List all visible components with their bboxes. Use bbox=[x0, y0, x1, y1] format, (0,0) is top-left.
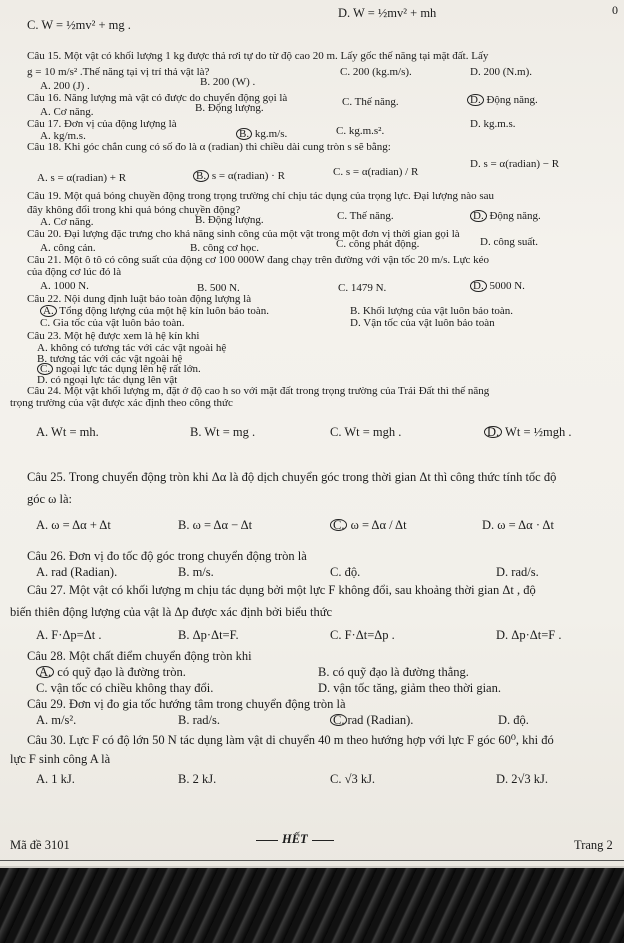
question-text-line: C. W = ½mv² + mg . bbox=[27, 18, 131, 32]
question-text-line: C. công phát động. bbox=[336, 238, 420, 250]
question-text-line: B. ω = Δα − Δt bbox=[178, 518, 253, 532]
question-text-line: đây không đổi trong khi quả bóng chuyền động? bbox=[27, 204, 241, 216]
question-text-line: Câu 25. Trong chuyển động tròn khi Δα là độ dịch chuyển góc trong thời gian Δt thì công thức tính tốc độ bbox=[27, 470, 557, 484]
answer-text: Wt = ½mgh . bbox=[502, 425, 572, 439]
question-text-line: A. Wt = mh. bbox=[36, 425, 99, 439]
circled-answer-letter: D. bbox=[470, 280, 487, 292]
answer-text: s = α(radian) · R bbox=[209, 170, 285, 182]
question-text-line: Câu 17. Đơn vị của động lượng là bbox=[27, 118, 177, 130]
question-text-line: góc ω là: bbox=[27, 492, 73, 506]
question-text-line: B. m/s. bbox=[178, 565, 214, 579]
question-text-line: B. Động lượng. bbox=[195, 214, 264, 226]
question-text-line: A. công cản. bbox=[40, 242, 96, 254]
selected-answer-line bbox=[330, 713, 413, 728]
question-text-line: C. s = α(radian) / R bbox=[333, 166, 419, 178]
question-text-line: Câu 21. Một ô tô có công suất của động cơ 100 000W đang chạy trên đường với vận tốc 20 m/s. Lực kéo bbox=[27, 254, 490, 266]
answer-text: Động năng. bbox=[483, 94, 538, 106]
answer-text: có quỹ đạo là đường tròn. bbox=[54, 665, 186, 679]
question-text-line: A. ω = Δα + Δt bbox=[36, 518, 111, 532]
question-text-line: B. rad/s. bbox=[178, 713, 221, 727]
question-text-line: C. 200 (kg.m/s). bbox=[340, 66, 412, 78]
question-text-line: C. 1479 N. bbox=[338, 282, 387, 294]
circled-answer-letter: A. bbox=[40, 305, 57, 317]
selected-answer-line bbox=[236, 128, 287, 141]
question-text-line: A. 200 (J) . bbox=[40, 80, 90, 92]
circled-answer-letter: B. bbox=[236, 128, 252, 140]
question-text-line: lực F sinh công A là bbox=[10, 752, 111, 766]
question-text-line: Câu 29. Đơn vị đo gia tốc hướng tâm trong chuyển động tròn là bbox=[27, 697, 346, 711]
background-surface bbox=[0, 868, 624, 943]
footer-rule bbox=[0, 860, 624, 861]
question-text-line: A. F·Δp=Δt . bbox=[36, 628, 102, 642]
selected-answer-line bbox=[484, 425, 571, 440]
selected-answer-line bbox=[40, 305, 269, 318]
selected-answer-line bbox=[37, 363, 201, 376]
selected-answer-line bbox=[36, 665, 186, 680]
question-text-line: Câu 20. Đại lượng đặc trưng cho khả năng sinh công của một vật trong một đơn vị thời gian gọi là bbox=[27, 228, 460, 240]
question-text-line: Câu 18. Khi góc chắn cung có số đo là α (radian) thì chiều dài cung tròn s sẽ bằng: bbox=[27, 141, 391, 153]
question-text-line: A. s = α(radian) + R bbox=[37, 172, 127, 184]
question-text-line: biến thiên động lượng của vật là Δp được xác định bởi biểu thức bbox=[10, 605, 333, 619]
question-text-line: A. 1 kJ. bbox=[36, 772, 75, 786]
selected-answer-line bbox=[330, 518, 407, 533]
circled-answer-letter: B. bbox=[193, 170, 209, 182]
question-text-line: A. Cơ năng. bbox=[40, 216, 94, 228]
question-text-line: B. Δp·Δt=F. bbox=[178, 628, 239, 642]
selected-answer-line bbox=[467, 94, 538, 107]
question-text-line: Câu 24. Một vật khối lượng m, đặt ở độ cao h so với mặt đất trong trọng trường của Trái Đất thì thế năng bbox=[27, 385, 490, 397]
question-text-line: D. ω = Δα · Δt bbox=[482, 518, 554, 532]
circled-answer-letter: D. bbox=[470, 210, 487, 222]
question-text-line: C. kg.m.s². bbox=[336, 125, 385, 137]
question-text-line: A. kg/m.s. bbox=[40, 130, 86, 142]
selected-answer-line bbox=[470, 280, 525, 293]
question-text-line: B. Wt = mg . bbox=[190, 425, 256, 439]
question-text-line: D. công suất. bbox=[480, 236, 539, 248]
question-text-line: Câu 15. Một vật có khối lượng 1 kg được thả rơi tự do từ độ cao 20 m. Lấy gốc thế năng tại mặt đất. Lấy bbox=[27, 50, 489, 62]
question-text-line: Câu 30. Lực F có độ lớn 50 N tác dụng làm vật di chuyển 40 m theo hướng hợp với lực F góc 60⁰, khi đó bbox=[27, 733, 554, 747]
question-text-line: D. 2√3 kJ. bbox=[496, 772, 549, 786]
question-text-line: D. Vận tốc của vật luôn bảo toàn bbox=[350, 317, 495, 329]
question-text-line: trọng trường của vật được xác định theo công thức bbox=[10, 397, 233, 409]
question-text-line: B. 2 kJ. bbox=[178, 772, 217, 786]
question-text-line: C. √3 kJ. bbox=[330, 772, 376, 786]
question-text-line: Câu 28. Một chất điểm chuyển động tròn khi bbox=[27, 649, 252, 663]
answer-text: 5000 N. bbox=[486, 280, 525, 292]
question-text-line: Câu 22. Nội dung định luật bảo toàn động lượng là bbox=[27, 293, 252, 305]
question-text-line: A. 1000 N. bbox=[40, 280, 89, 292]
question-text-line: Câu 23. Một hệ được xem là hệ kín khi bbox=[27, 330, 200, 342]
question-text-line: B. có quỹ đạo là đường thẳng. bbox=[318, 665, 469, 679]
question-text-line: D. W = ½mv² + mh bbox=[338, 6, 437, 20]
question-text-line: A. m/s². bbox=[36, 713, 77, 727]
end-text: HẾT bbox=[282, 832, 308, 846]
question-text-line: C. Thế năng. bbox=[337, 210, 394, 222]
question-text-line: B. Khối lượng của vật luôn bảo toàn. bbox=[350, 305, 514, 317]
question-text-line: của động cơ lúc đó là bbox=[27, 266, 122, 278]
circled-answer-letter: D. bbox=[484, 426, 502, 438]
question-text-line: D. kg.m.s. bbox=[470, 118, 516, 130]
end-marker bbox=[256, 832, 334, 847]
circled-answer-letter: C. bbox=[37, 363, 53, 375]
question-text-line: B. 200 (W) . bbox=[200, 76, 256, 88]
answer-text: Động năng. bbox=[486, 210, 541, 222]
exam-code: Mã đề 3101 bbox=[10, 838, 70, 852]
question-text-line: D. rad/s. bbox=[496, 565, 539, 579]
question-text-line: C. vận tốc có chiều không thay đổi. bbox=[36, 681, 214, 695]
question-text-line: B. 500 N. bbox=[197, 282, 240, 294]
question-text-line: A. Cơ năng. bbox=[40, 106, 94, 118]
corner-mark: 0 bbox=[612, 3, 618, 17]
question-text-line: C. F·Δt=Δp . bbox=[330, 628, 395, 642]
question-text-line: Câu 16. Năng lượng mà vật có được do chuyển động gọi là bbox=[27, 92, 288, 104]
circled-answer-letter: A. bbox=[36, 666, 54, 678]
question-text-line: D. độ. bbox=[498, 713, 529, 727]
circled-answer-letter: C. bbox=[330, 519, 347, 531]
question-text-line: C. Thế năng. bbox=[342, 96, 399, 108]
question-text-line: D. có ngoại lực tác dụng lên vật bbox=[37, 374, 178, 386]
question-text-line: g = 10 m/s² .Thế năng tại vị trí thả vật là? bbox=[27, 66, 210, 78]
question-text-line: C. Wt = mgh . bbox=[330, 425, 402, 439]
question-text-line: D. vận tốc tăng, giảm theo thời gian. bbox=[318, 681, 501, 695]
question-text-line: C. độ. bbox=[330, 565, 361, 579]
circled-answer-letter: D. bbox=[467, 94, 484, 106]
question-text-line: B. Động lượng. bbox=[195, 102, 264, 114]
answer-text: ω = Δα / Δt bbox=[347, 518, 407, 532]
answer-text: kg.m/s. bbox=[252, 128, 288, 140]
question-text-line: Câu 19. Một quả bóng chuyền động trong trọng trường chỉ chịu tác dụng của trọng lực. Đại lượng nào sau bbox=[27, 190, 494, 202]
selected-answer-line bbox=[470, 210, 541, 223]
question-text-line: Câu 26. Đơn vị đo tốc độ góc trong chuyển động tròn là bbox=[27, 549, 307, 563]
question-text-line: B. tương tác với các vật ngoài hệ bbox=[37, 353, 183, 365]
question-text-line: A. rad (Radian). bbox=[36, 565, 118, 579]
answer-text: ngoại lực tác dụng lên hệ rất lớn. bbox=[53, 363, 201, 375]
question-text-line: C. Gia tốc của vật luôn bảo toàn. bbox=[40, 317, 185, 329]
answer-text: rad (Radian). bbox=[347, 713, 414, 727]
question-text-line: Câu 27. Một vật có khối lượng m chịu tác dụng bởi một lực F không đổi, sau khoảng thời gian Δt , độ bbox=[27, 583, 536, 597]
selected-answer-line bbox=[193, 170, 285, 183]
circled-answer-letter: C. bbox=[330, 714, 347, 726]
question-text-line: A. không có tương tác với các vật ngoài hệ bbox=[37, 342, 227, 354]
question-text-line: D. s = α(radian) − R bbox=[470, 158, 560, 170]
page-label: Trang 2 bbox=[574, 838, 613, 852]
answer-text: Tổng động lượng của một hệ kín luôn bảo toàn. bbox=[56, 305, 270, 317]
question-text-line: B. công cơ học. bbox=[190, 242, 260, 254]
question-text-line: D. 200 (N.m). bbox=[470, 66, 533, 78]
question-text-line: D. Δp·Δt=F . bbox=[496, 628, 562, 642]
